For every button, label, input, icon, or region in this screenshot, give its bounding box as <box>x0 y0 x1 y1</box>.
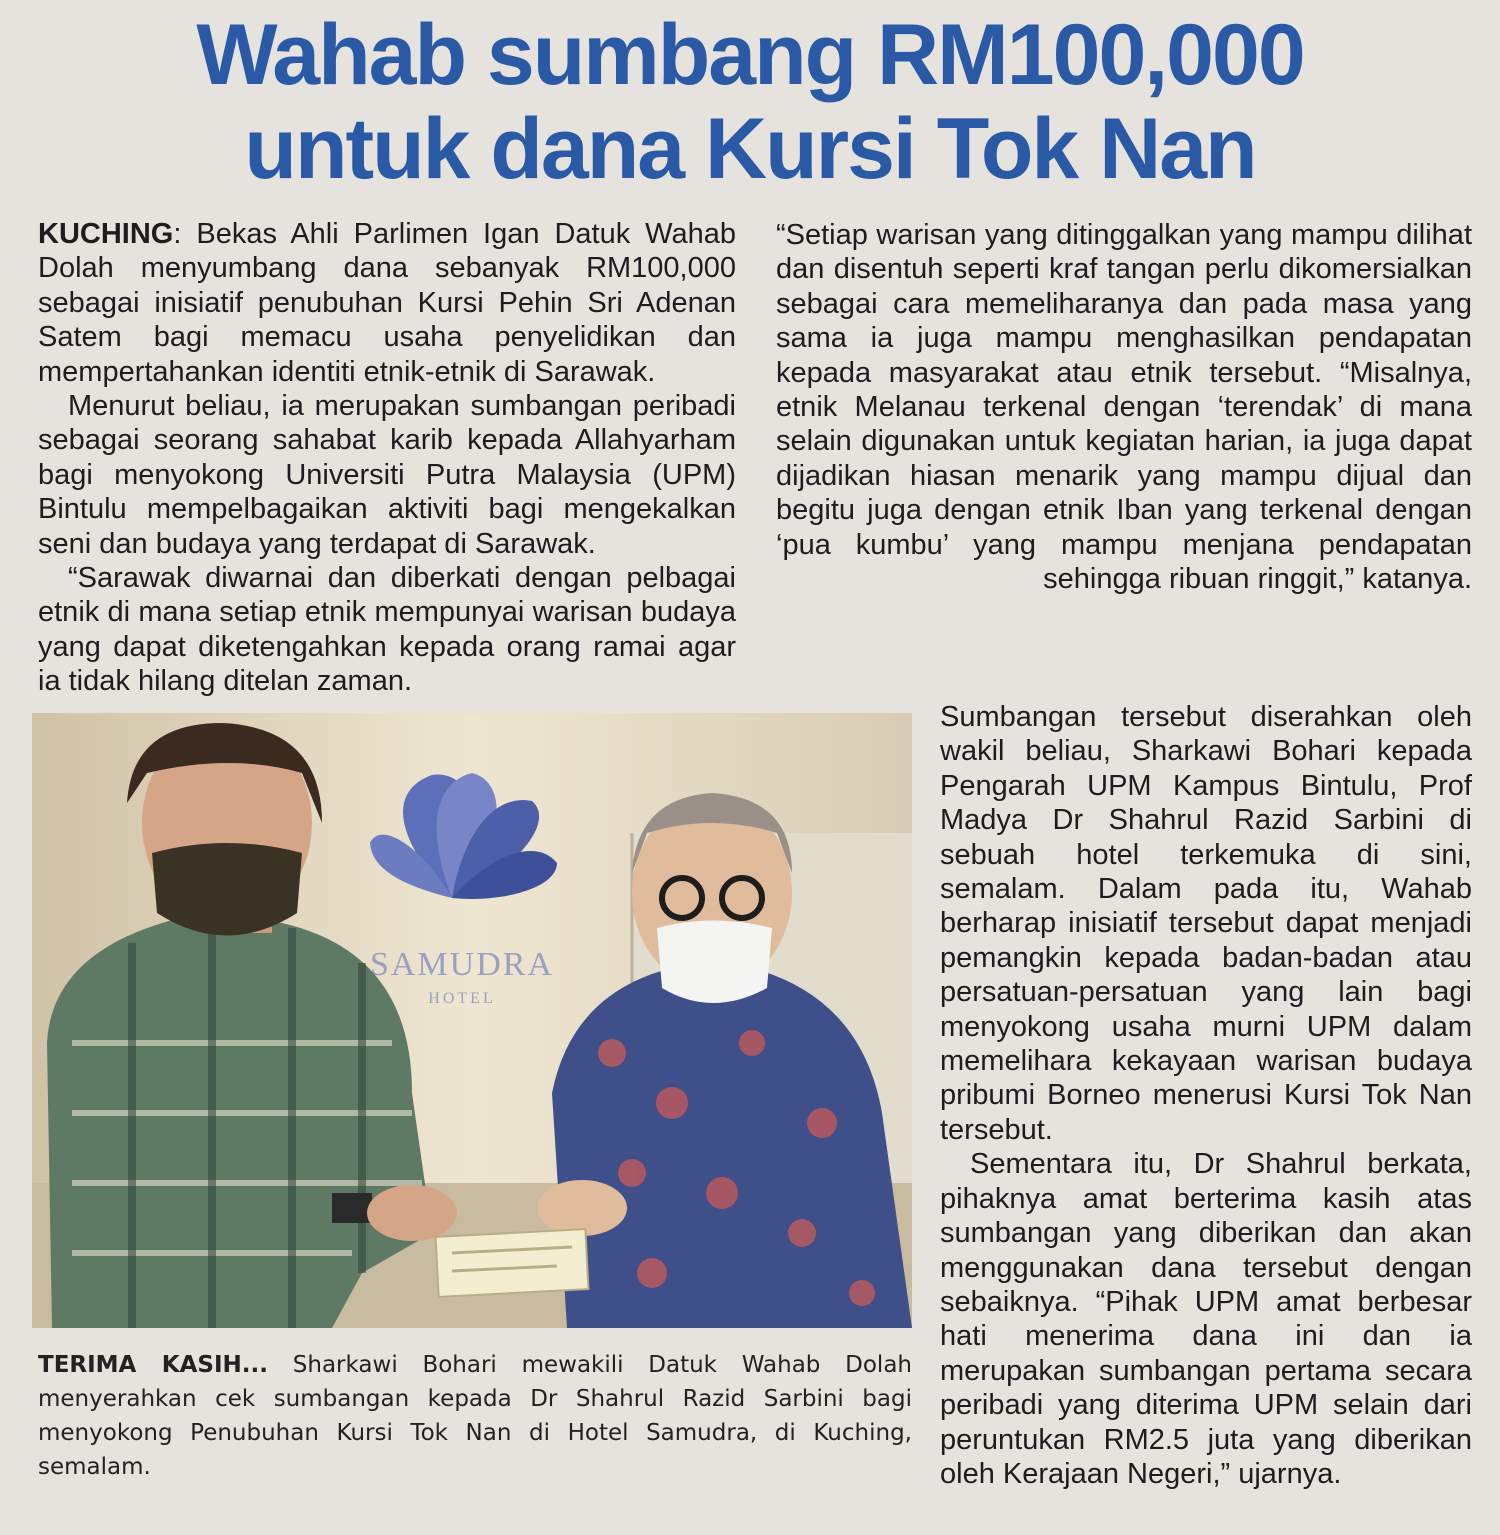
article-paragraph-2: Menurut beliau, ia merupakan sumbangan peribadi sebagai seorang sahabat karib kepada Allahyarham bagi menyokong Universiti Putra Malaysia (UPM) Bintulu mempelbagaikan aktiviti bagi mengekalkan seni dan budaya yang terdapat di Sarawak. <box>38 390 736 560</box>
caption-lead: TERIMA KASIH... <box>38 1352 269 1378</box>
caption-text: Sharkawi Bohari mewakili Datuk Wahab Dolah menyerahkan cek sumbangan kepada Dr Shahrul Razid Sarbini bagi menyokong Penubuhan Kursi Tok Nan di Hotel Samudra, di Kuching, semalam. <box>38 1352 912 1480</box>
article-paragraph-1 <box>38 217 736 389</box>
headline-line-1: Wahab sumbang RM100,000 <box>196 7 1304 103</box>
article-paragraph-6: Sementara itu, Dr Shahrul berkata, pihaknya amat berterima kasih atas sumbangan yang diberikan dan akan menggunakan dana tersebut dengan sebaiknya. “Pihak UPM amat berbesar hati menerima dana ini dan ia merupakan sumbangan pertama secara peribadi yang diterima UPM selain dari peruntukan RM2.5 juta yang diberikan oleh Kerajaan Negeri,” ujarnya. <box>940 1148 1472 1490</box>
hotel-sign-name: SAMUDRA <box>369 946 555 983</box>
news-photo <box>32 713 912 1328</box>
article-column-1 <box>38 217 736 699</box>
article-paragraph-5: Sumbangan tersebut diserahkan oleh wakil beliau, Sharkawi Bohari kepada Pengarah UPM Kampus Bintulu, Prof Madya Dr Shahrul Razid Sarbini di sebuah hotel terkemuka di sini, semalam. Dalam pada itu, Wahab berharap inisiatif tersebut dapat menjadi pemangkin kepada badan-badan atau persatuan-persatuan yang lain bagi menyokong usaha murni UPM dalam memelihara kekayaan warisan budaya pribumi Borneo menerusi Kursi Tok Nan tersebut. <box>940 701 1472 1146</box>
headline <box>0 8 1500 196</box>
photo-caption <box>38 1348 912 1484</box>
article-paragraph-4: “Setiap warisan yang ditinggalkan yang mampu dilihat dan disentuh seperti kraf tangan perlu dikomersialkan sebagai cara memeliharanya dan pada masa yang sama ia juga mampu menghasilkan pendapatan kepada masyarakat atau etnik tersebut. “Misalnya, etnik Melanau terkenal dengan ‘terendak’ di mana selain digunakan untuk kegiatan harian, ia juga dapat dijadikan hiasan menarik yang mampu dijual dan begitu juga dengan etnik Iban yang terkenal dengan ‘pua kumbu’ yang mampu menjana pendapatan sehingga ribuan ringgit,” katanya. <box>776 219 1472 596</box>
dateline: KUCHING <box>38 218 174 250</box>
article-paragraph-3: “Sarawak diwarnai dan diberkati dengan pelbagai etnik di mana setiap etnik mempunyai warisan budaya yang dapat diketengahkan kepada orang ramai agar ia tidak hilang ditelan zaman. <box>38 562 736 698</box>
cheque <box>436 1229 589 1297</box>
article-paragraph-1-text: : Bekas Ahli Parlimen Igan Datuk Wahab Dolah menyumbang dana sebanyak RM100,000 sebagai inisiatif penubuhan Kursi Pehin Sri Adenan Satem bagi memacu usaha penyelidikan dan mempertahankan identiti etnik-etnik di Sarawak. <box>38 218 736 388</box>
headline-line-2: untuk dana Kursi Tok Nan <box>244 101 1256 197</box>
article-column-3 <box>940 700 1472 1491</box>
article-column-2 <box>776 218 1472 596</box>
news-photo-illustration <box>32 713 912 1328</box>
hotel-sign-subtitle: HOTEL <box>428 990 496 1007</box>
